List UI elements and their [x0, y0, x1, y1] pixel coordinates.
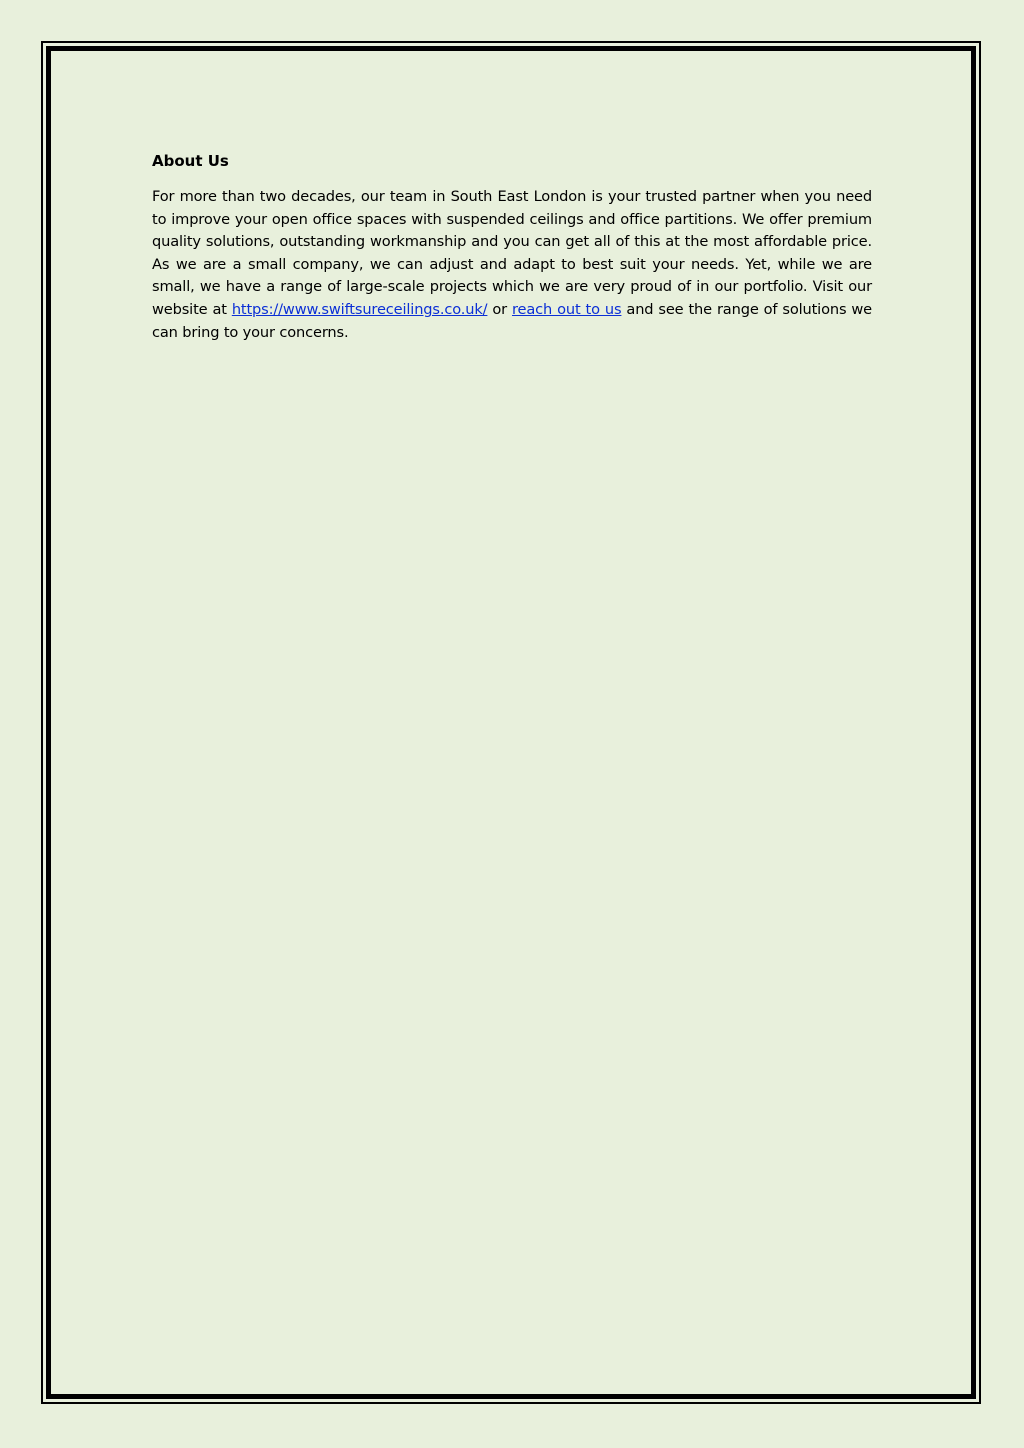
website-link[interactable]: https://www.swiftsureceilings.co.uk/: [231, 300, 488, 318]
about-us-heading: About Us: [152, 152, 229, 170]
paragraph-text-outro: and see the range of solutions we can bring to your concerns.: [152, 300, 872, 341]
about-us-paragraph: [152, 186, 872, 344]
paragraph-text-or: or: [487, 300, 513, 318]
document-content: [152, 150, 872, 344]
reach-out-link[interactable]: reach out to us: [512, 300, 622, 318]
paragraph-text-intro: For more than two decades, our team in South East London is your trusted partner when you need to improve your open office spaces with suspended ceilings and office partitions. We offer premium quality solutions, outstanding workmanship and you can get all of this at the most affordable price. As we are a small company, we can adjust and adapt to best suit your needs. Yet, while we are small, we have a range of large-scale projects which we are very proud of in our portfolio. Visit our website at: [152, 188, 872, 318]
